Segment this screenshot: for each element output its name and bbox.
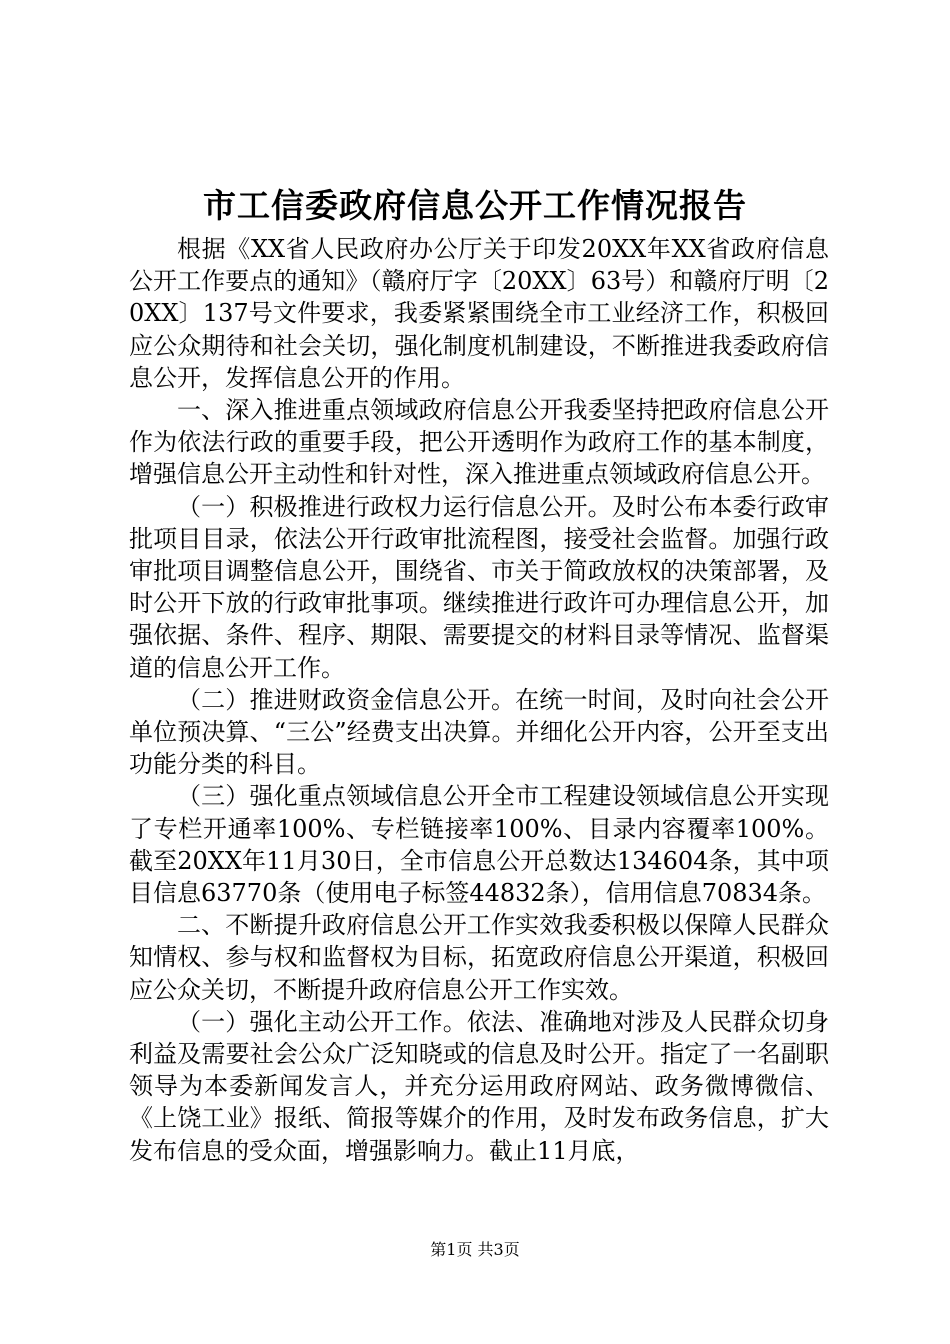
paragraph-intro: 根据《XX省人民政府办公厅关于印发20XX年XX省政府信息公开工作要点的通知》（赣府厅字〔20XX〕63号）和赣府厅明〔20XX〕137号文件要求，我委紧紧围绕全市工业经济工作，积极回应公众期待和社会关切，强化制度机制建设，不断推进我委政府信息公开，发挥信息公开的作用。 [129, 235, 829, 392]
document-title: 市工信委政府信息公开工作情况报告 [203, 186, 747, 225]
paragraph-section-2: 二、不断提升政府信息公开工作实效我委积极以保障人民群众知情权、参与权和监督权为目标，拓宽政府信息公开渠道，积极回应公众关切，不断提升政府信息公开工作实效。 [129, 911, 829, 1004]
page-footer: 第1页 共3页 [430, 1240, 520, 1259]
paragraph-section-1-item-3: （三）强化重点领域信息公开全市工程建设领域信息公开实现了专栏开通率100%、专栏链接率100%、目录内容覆率100%。截至20XX年11月30日，全市信息公开总数达134604条，其中项目信息63770条（使用电子标签44832条），信用信息70834条。 [129, 782, 829, 908]
document-body [129, 233, 829, 1167]
paragraph-section-1: 一、深入推进重点领域政府信息公开我委坚持把政府信息公开作为依法行政的重要手段，把公开透明作为政府工作的基本制度，增强信息公开主动性和针对性，深入推进重点领域政府信息公开。 [129, 396, 829, 489]
paragraph-section-1-item-2: （二）推进财政资金信息公开。在统一时间，及时向社会公开单位预决算、“三公”经费支出决算。并细化公开内容，公开至支出功能分类的科目。 [129, 685, 829, 779]
paragraph-section-2-item-1: （一）强化主动公开工作。依法、准确地对涉及人民群众切身利益及需要社会公众广泛知晓或的信息及时公开。指定了一名副职领导为本委新闻发言人，并充分运用政府网站、政务微博微信、《上饶工业》报纸、简报等媒介的作用，及时发布政务信息，扩大发布信息的受众面，增强影响力。截止11月底， [129, 1007, 829, 1165]
paragraph-section-1-item-1: （一）积极推进行政权力运行信息公开。及时公布本委行政审批项目目录，依法公开行政审批流程图，接受社会监督。加强行政审批项目调整信息公开，围绕省、市关于简政放权的决策部署，及时公开下放的行政审批事项。继续推进行政许可办理信息公开，加强依据、条件、程序、期限、需要提交的材料目录等情况、监督渠道的信息公开工作。 [129, 492, 829, 682]
